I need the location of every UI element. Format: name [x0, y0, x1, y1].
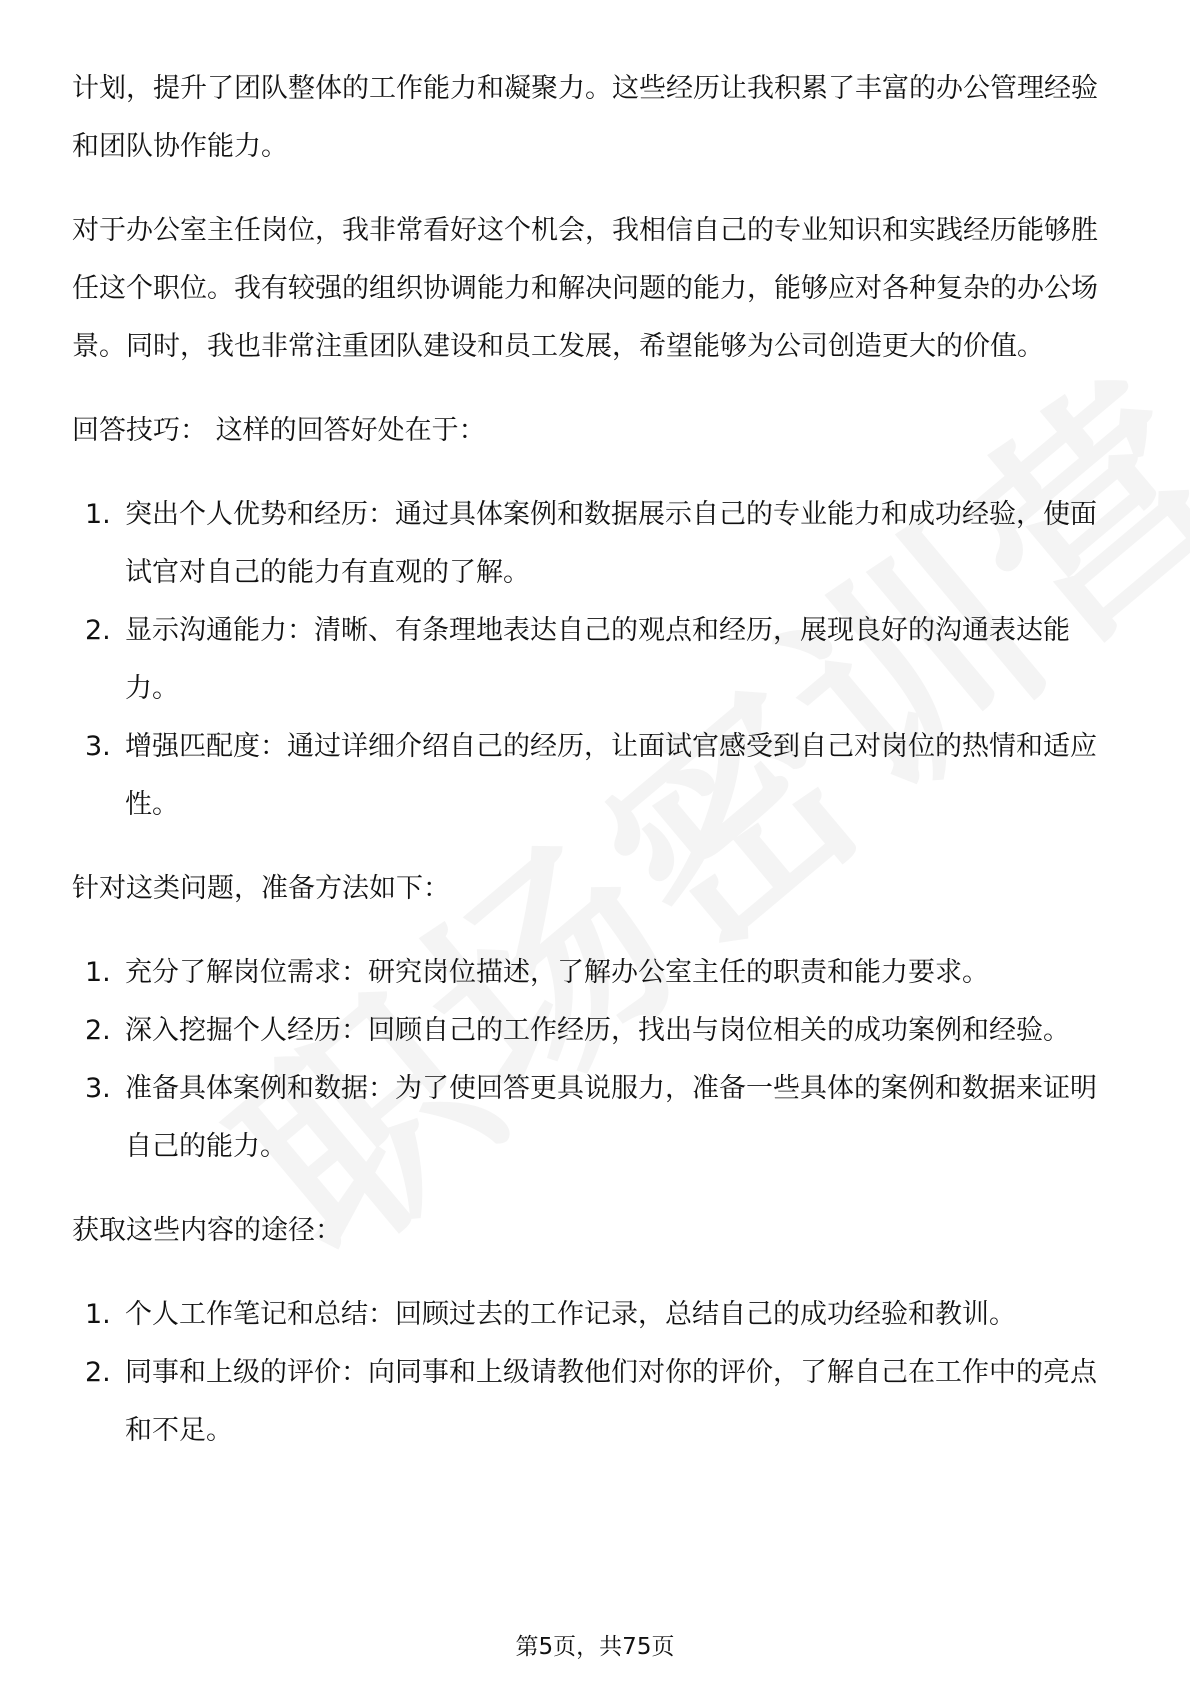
list-item-text: 同事和上级的评价：向同事和上级请教他们对你的评价，了解自己在工作中的亮点和不足。: [125, 1357, 1097, 1446]
list-number: 2.: [85, 1015, 111, 1046]
page-number-footer: 第5页，共75页: [515, 1634, 675, 1660]
list-item-text: 个人工作笔记和总结：回顾过去的工作记录，总结自己的成功经验和教训。: [125, 1299, 1016, 1330]
list-item: [72, 944, 1122, 1002]
list-item: [72, 1002, 1122, 1060]
list-item: [72, 1286, 1122, 1344]
paragraph-experience: 计划，提升了团队整体的工作能力和凝聚力。这些经历让我积累了丰富的办公管理经验和团队协作能力。: [72, 73, 1098, 162]
list-item-text: 显示沟通能力：清晰、有条理地表达自己的观点和经历，展现良好的沟通表达能力。: [125, 615, 1070, 704]
list-item: [72, 718, 1122, 834]
list-number: 3.: [85, 1073, 111, 1104]
list-item: [72, 602, 1122, 718]
list-item-text: 准备具体案例和数据：为了使回答更具说服力，准备一些具体的案例和数据来证明自己的能力。: [125, 1073, 1097, 1162]
list-number: 2.: [85, 1357, 111, 1388]
tips-heading: 回答技巧： 这样的回答好处在于：: [72, 415, 486, 446]
list-number: 1.: [85, 499, 111, 530]
tips-list: [72, 486, 1122, 834]
list-item: [72, 1060, 1122, 1176]
source-heading: 获取这些内容的途径：: [72, 1215, 342, 1246]
list-item: [72, 1344, 1122, 1460]
page-content: [72, 60, 1122, 1486]
list-item-text: 增强匹配度：通过详细介绍自己的经历，让面试官感受到自己对岗位的热情和适应性。: [125, 731, 1097, 820]
list-item-text: 深入挖掘个人经历：回顾自己的工作经历，找出与岗位相关的成功案例和经验。: [125, 1015, 1070, 1046]
list-item-text: 突出个人优势和经历：通过具体案例和数据展示自己的专业能力和成功经验，使面试官对自己的能力有直观的了解。: [125, 499, 1097, 588]
list-item: [72, 486, 1122, 602]
prep-list: [72, 944, 1122, 1176]
list-number: 3.: [85, 731, 111, 762]
prep-heading: 针对这类问题，准备方法如下：: [72, 873, 450, 904]
list-number: 1.: [85, 1299, 111, 1330]
list-number: 1.: [85, 957, 111, 988]
list-number: 2.: [85, 615, 111, 646]
paragraph-position-view: 对于办公室主任岗位，我非常看好这个机会，我相信自己的专业知识和实践经历能够胜任这个职位。我有较强的组织协调能力和解决问题的能力，能够应对各种复杂的办公场景。同时，我也非常注重团队建设和员工发展，希望能够为公司创造更大的价值。: [72, 215, 1098, 362]
sources-list: [72, 1286, 1122, 1460]
list-item-text: 充分了解岗位需求：研究岗位描述，了解办公室主任的职责和能力要求。: [125, 957, 989, 988]
